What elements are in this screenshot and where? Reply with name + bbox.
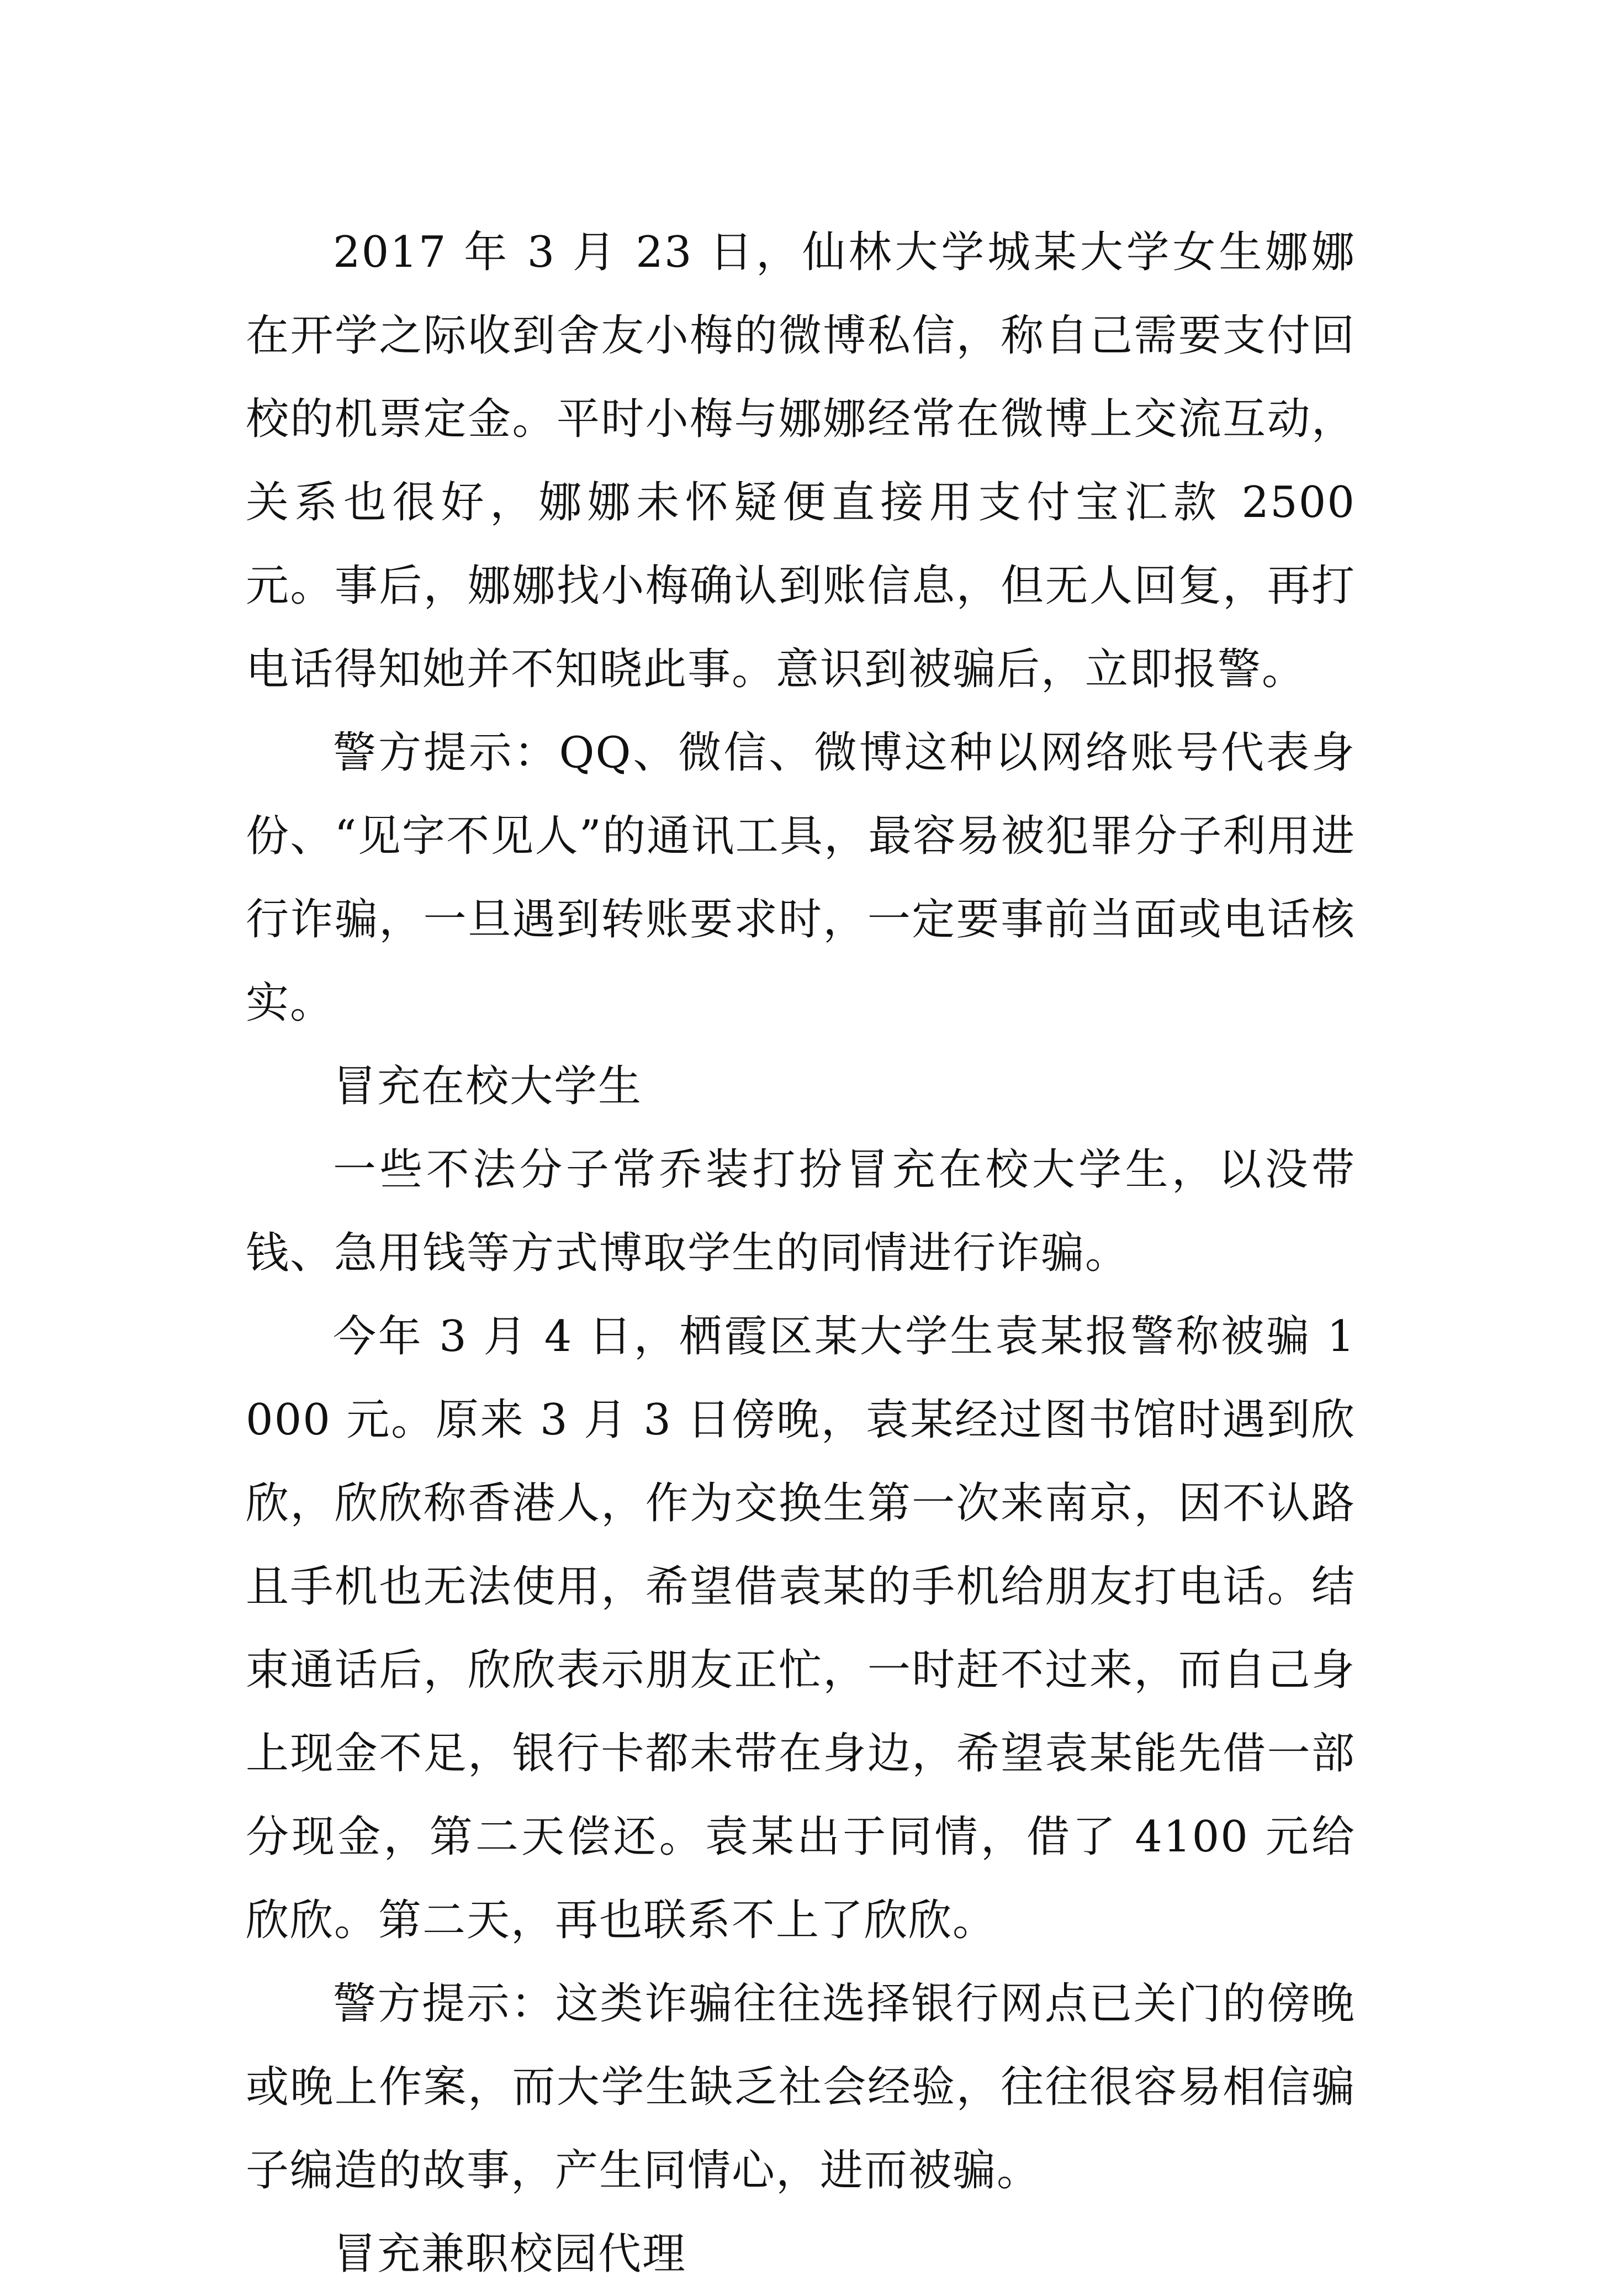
paragraph-fake-student-intro: 一些不法分子常乔装打扮冒充在校大学生，以没带钱、急用钱等方式博取学生的同情进行诈骗。	[246, 1145, 1356, 1278]
paragraph-police-tip-evening-fraud: 警方提示：这类诈骗往往选择银行网点已关门的傍晚或晚上作案，而大学生缺乏社会经验，往往很容易相信骗子编造的故事，产生同情心，进而被骗。	[246, 1979, 1356, 2195]
document-body	[246, 211, 1356, 2296]
paragraph-case-weibo-fraud: 2017 年 3 月 23 日，仙林大学城某大学女生娜娜在开学之际收到舍友小梅的微博私信，称自己需要支付回校的机票定金。平时小梅与娜娜经常在微博上交流互动，关系也很好，娜娜未怀疑便直接用支付宝汇款 2500 元。事后，娜娜找小梅确认到账信息，但无人回复，再打电话得知她并不知晓此事。意识到被骗后，立即报警。	[246, 228, 1356, 694]
paragraph-case-fake-exchange-student: 今年 3 月 4 日，栖霞区某大学生袁某报警称被骗 1000 元。原来 3 月 3 日傍晚，袁某经过图书馆时遇到欣欣，欣欣称香港人，作为交换生第一次来南京，因不认路且手机也无法使用，希望借袁某的手机给朋友打电话。结束通话后，欣欣表示朋友正忙，一时赶不过来，而自己身上现金不足，银行卡都未带在身边，希望袁某能先借一部分现金，第二天偿还。袁某出于同情，借了 4100 元给欣欣。第二天，再也联系不上了欣欣。	[246, 1312, 1356, 1945]
paragraph-police-tip-online-accounts: 警方提示：QQ、微信、微博这种以网络账号代表身份、“见字不见人”的通讯工具，最容易被犯罪分子利用进行诈骗，一旦遇到转账要求时，一定要事前当面或电话核实。	[246, 728, 1356, 1028]
section-heading-fake-campus-agent: 冒充兼职校园代理	[333, 2229, 687, 2279]
section-heading-fake-student: 冒充在校大学生	[333, 1062, 643, 1111]
